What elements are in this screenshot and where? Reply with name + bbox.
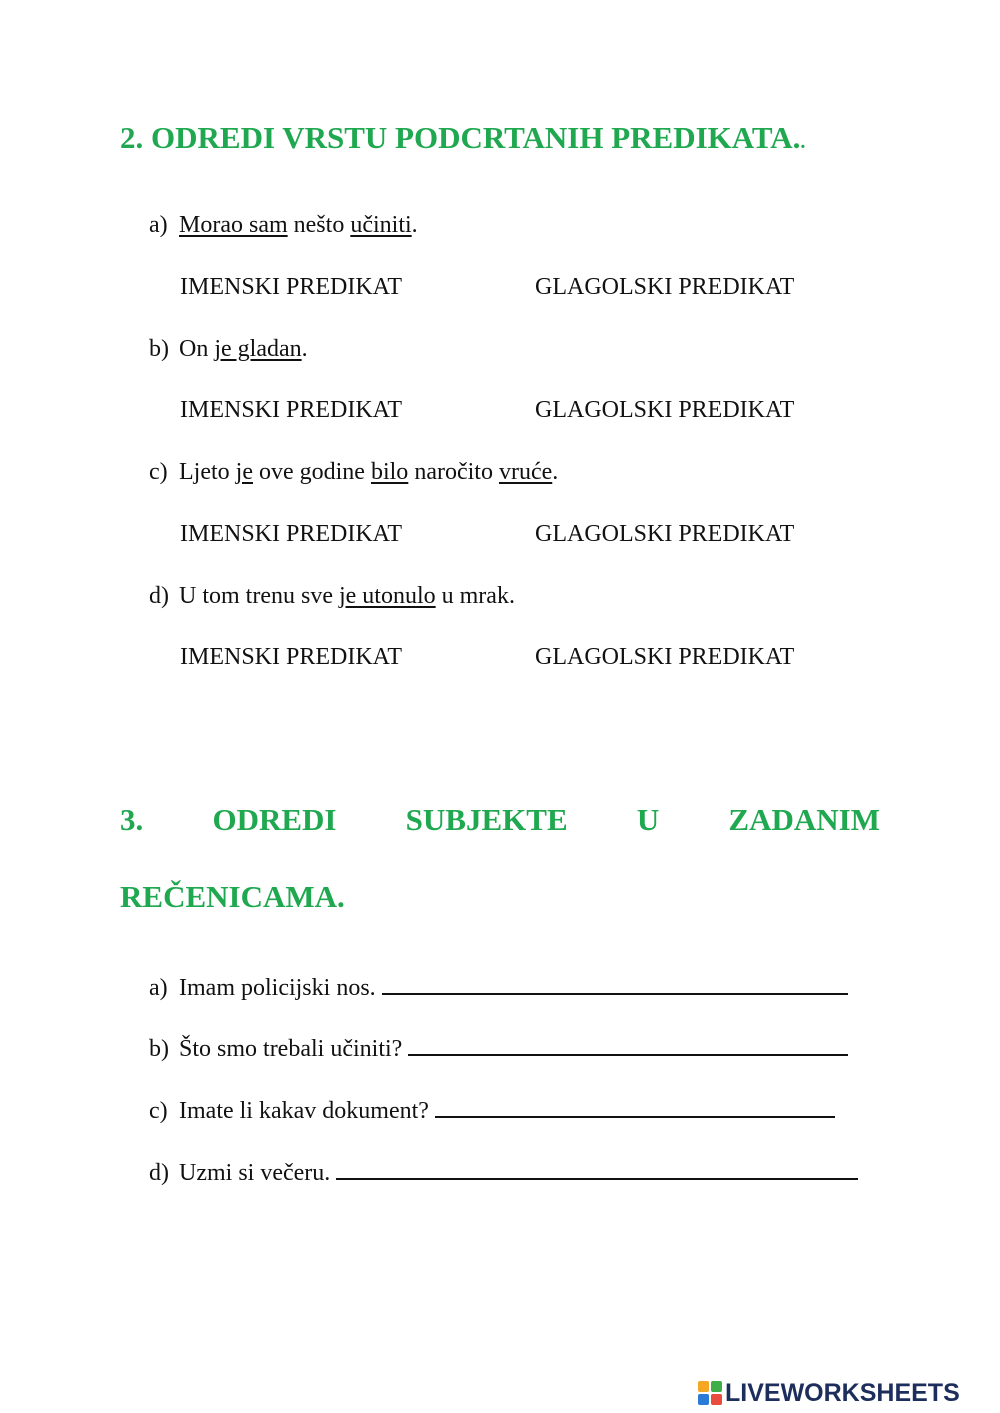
task2-title-tail: . <box>800 131 806 153</box>
sentence-text: . <box>411 212 418 238</box>
task2-sentence-b <box>149 334 308 364</box>
underlined-predicate: je <box>235 459 253 485</box>
underlined-predicate: Morao sam <box>179 212 288 238</box>
task3-title-word: SUBJEKTE <box>405 802 568 837</box>
underlined-predicate: je gladan <box>214 336 302 362</box>
task3-title <box>120 800 880 840</box>
liveworksheets-brand: LIVEWORKSHEETS <box>725 1378 960 1407</box>
task2-sentence-a <box>149 210 418 240</box>
task2-a-option-imenski[interactable]: IMENSKI PREDIKAT <box>180 274 402 300</box>
task3-item-a <box>149 969 848 1003</box>
sentence-text: naročito <box>408 459 499 485</box>
logo-square <box>698 1394 709 1405</box>
sentence-text: ove godine <box>252 459 371 485</box>
task2-marker-a: a) <box>149 212 168 238</box>
task2-a-option-glagolski[interactable]: GLAGOLSKI PREDIKAT <box>535 274 795 300</box>
liveworksheets-logo-icon <box>698 1381 722 1405</box>
sentence-text: Ljeto <box>179 459 236 485</box>
logo-square <box>711 1381 722 1392</box>
task3-item-d-text: Uzmi si večeru. <box>179 1160 331 1186</box>
task3-answer-a-input[interactable] <box>382 969 848 995</box>
task2-sentence-d-text <box>179 583 515 609</box>
underlined-predicate: učiniti <box>350 212 412 238</box>
sentence-text: U tom trenu sve <box>179 583 339 609</box>
logo-square <box>698 1381 709 1392</box>
task2-b-option-glagolski[interactable]: GLAGOLSKI PREDIKAT <box>535 397 795 423</box>
sentence-text: nešto <box>287 212 351 238</box>
task3-title-line2: REČENICAMA. <box>120 879 345 914</box>
sentence-text: . <box>301 336 308 362</box>
task3-marker-d: d) <box>149 1160 169 1186</box>
task2-c-option-imenski[interactable]: IMENSKI PREDIKAT <box>180 521 402 547</box>
task3-title-word: U <box>636 802 660 837</box>
task2-marker-c: c) <box>149 459 168 485</box>
sentence-text: On <box>179 336 215 362</box>
underlined-predicate: je utonulo <box>338 583 436 609</box>
task2-sentence-c <box>149 457 558 487</box>
underlined-predicate: bilo <box>370 459 409 485</box>
task3-title-word: 3. <box>120 802 144 837</box>
task2-title <box>120 118 805 162</box>
task3-item-b-text: Što smo trebali učiniti? <box>179 1036 403 1062</box>
task3-item-a-text: Imam policijski nos. <box>179 975 376 1001</box>
task2-title-text: 2. ODREDI VRSTU PODCRTANIH PREDIKATA. <box>120 120 801 155</box>
task2-sentence-b-text <box>179 336 308 362</box>
task2-marker-d: d) <box>149 583 169 609</box>
task3-marker-a: a) <box>149 975 168 1001</box>
task3-item-c-text: Imate li kakav dokument? <box>179 1098 429 1124</box>
task3-title-word: ODREDI <box>212 802 337 837</box>
task3-item-b <box>149 1030 848 1064</box>
sentence-text: . <box>552 459 559 485</box>
task3-marker-b: b) <box>149 1036 169 1062</box>
task3-marker-c: c) <box>149 1098 168 1124</box>
task2-marker-b: b) <box>149 336 169 362</box>
task3-answer-c-input[interactable] <box>435 1092 835 1118</box>
task2-d-option-imenski[interactable]: IMENSKI PREDIKAT <box>180 644 402 670</box>
task2-sentence-d <box>149 581 515 611</box>
liveworksheets-logo <box>698 1377 960 1409</box>
task3-answer-d-input[interactable] <box>336 1154 858 1180</box>
task2-b-option-imenski[interactable]: IMENSKI PREDIKAT <box>180 397 402 423</box>
underlined-predicate: vruće <box>498 459 553 485</box>
task3-item-d <box>149 1154 858 1188</box>
task2-d-option-glagolski[interactable]: GLAGOLSKI PREDIKAT <box>535 644 795 670</box>
logo-square <box>711 1394 722 1405</box>
task2-sentence-c-text <box>179 459 558 485</box>
task2-sentence-a-text <box>179 212 418 238</box>
sentence-text: u mrak. <box>435 583 515 609</box>
task3-answer-b-input[interactable] <box>408 1030 848 1056</box>
task3-item-c <box>149 1092 835 1126</box>
task3-title-word: ZADANIM <box>728 802 880 837</box>
task2-c-option-glagolski[interactable]: GLAGOLSKI PREDIKAT <box>535 521 795 547</box>
